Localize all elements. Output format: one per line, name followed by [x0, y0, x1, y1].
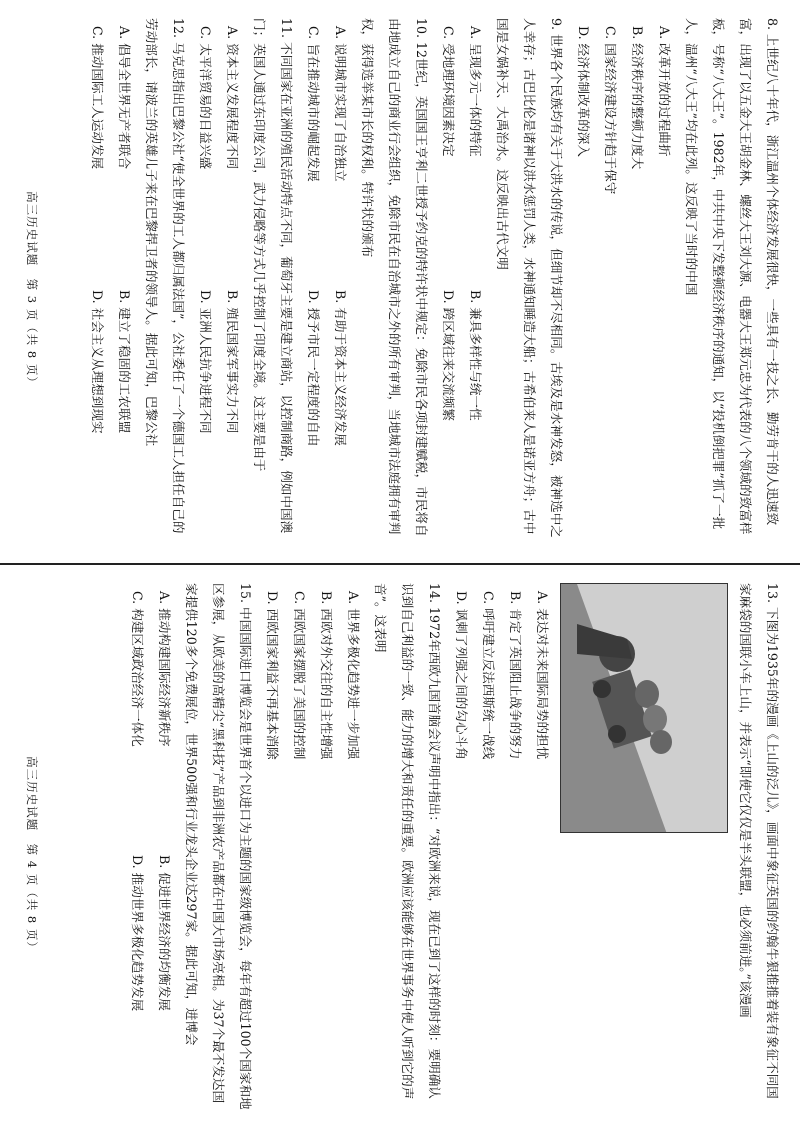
- q12-option-a: A. 倡导全世界无产者联合: [117, 26, 132, 170]
- question-10: 10. 12世纪，英国国王亨利二世授予约克的特许状中规定：免除市民各项封建赋税，市民将自由地成立自己的商业行会组织，免除市民在自治城市之外的所有审判，当地城市法庭拥有审判权，获得选举某市长的权利。特许状的颁布: [360, 18, 429, 537]
- q10-option-d: D. 授予市民一定程度的自由: [306, 290, 321, 447]
- page-4-content: [124, 583, 786, 1111]
- q9-options-row-2: [435, 18, 462, 546]
- page-3-content: [300, 18, 786, 546]
- q9-option-a: A. 呈现多元一体的特征: [468, 26, 483, 157]
- page-4: [0, 565, 800, 1130]
- page-4-footer: 高三历史试题 第 4 页（共 8 页）: [25, 756, 39, 954]
- q15-option-b: B. 促进世界经济的均衡发展: [157, 855, 172, 1011]
- q14-option-d: D. 西欧国家利益不再基本消除: [265, 591, 280, 760]
- page-3-footer: 高三历史试题 第 3 页（共 8 页）: [25, 191, 39, 389]
- q9-option-b: B. 兼具多样性与统一性: [468, 290, 483, 421]
- q8-option-d: D. 经济体制改革的深入: [576, 26, 591, 157]
- q13-option-b: B. 肯定了英国阻止战争的努力: [508, 591, 523, 760]
- page-3-footer-wrap: [10, 20, 40, 560]
- question-14: 14. 1972年西欧九国首脑会议声明中指出：“对欧洲来说，现在已到了这样的时刻：要明确认识到自己利益的一致、能力的增大和责任的重要。欧洲应该能够在世界事务中使人听到它的声音”。这表明: [373, 583, 442, 1100]
- q15-option-d: D. 推动世界多极化趋势发展: [130, 855, 145, 1012]
- q9-options-row-1: [462, 18, 489, 546]
- q15-option-c: C. 构建区域政治经济一体化: [130, 591, 145, 747]
- q14-option-b: B. 西欧对外交往的自主性增强: [319, 591, 334, 760]
- q12-option-b: B. 建立了稳固的工农联盟: [117, 290, 132, 434]
- q8-option-a: A. 改革开放的过程曲折: [657, 26, 672, 157]
- q9-option-d: D. 跨区域往来交流频繁: [441, 290, 456, 421]
- q10-option-a: A. 说明城市实现了自治独立: [333, 26, 348, 182]
- q13-option-d: D. 讽刺了列强之间的勾心斗角: [454, 591, 469, 760]
- question-15: 15. 中国国际进口博览会是世界首个以进口为主题的国家级博览会，每年有超过100个国家和地区参展，从欧美的高精尖“黑科技”产品到非洲农产品都在中国大市场亮相。为37个最不发达国家提供120多个免费展位，世界500强和行业龙头企业达297家。据此可知，进博会: [184, 583, 253, 1110]
- question-9: 9. 世界各个民族均有关于大洪水的传说，但细节却不尽相同。古埃及是水神发怒，被神选中之人幸存；古巴比伦是诸神以洪水惩罚人类，水神通知睡造大船；古希伯来人是诺亚方舟；古中国是女娲补天、大禹治水。这反映出古代文明: [495, 18, 564, 538]
- q10-options-row-2: [300, 18, 327, 546]
- page-4-footer-wrap: [10, 585, 40, 1125]
- q8-option-b: B. 经济秩序的整顿力度大: [630, 26, 645, 170]
- q15-options-row-1: [151, 583, 178, 1111]
- q15-option-a: A. 推动构建国际经济新秩序: [157, 591, 172, 747]
- q8-option-c: C. 国家经济建设方针趋于保守: [603, 26, 618, 195]
- q13-option-c: C. 呼吁建立反法西斯统一战线: [481, 591, 496, 760]
- q12-option-c: C. 推动国际工人运动发展: [90, 26, 105, 170]
- q11-option-a: A. 资本主义发展程度不同: [225, 26, 240, 170]
- question-8: 8. 上世纪八十年代，浙江温州个体经济发展很快，一些具有一技之长、勤劳肯干的人迅速致富，出现了以五金大王胡金林、螺丝大王刘大源、电器大王郑元忠为代表的八个领域的致富样板，号称“八大王”。1982年，中共中央下发整顿经济秩序的通知，以“投机倒把罪”抓了一批人，温州“八大王”均在此列。这反映了当时的中国: [684, 18, 780, 535]
- q13-option-a: A. 表达对未来国际局势的担忧: [535, 591, 550, 760]
- q14-option-c: C. 西欧国家摆脱了美国的控制: [292, 591, 307, 760]
- q10-options-row-1: [327, 18, 354, 546]
- q11-option-c: C. 太平洋贸易的日益兴盛: [198, 26, 213, 170]
- q10-option-c: C. 旨在推动城市的崛起发展: [306, 26, 321, 182]
- q15-options-row-2: [124, 583, 151, 1111]
- q12-option-d: D. 社会主义从理想到现实: [90, 290, 105, 434]
- q11-option-d: D. 亚洲人民抗争进程不同: [198, 290, 213, 434]
- cartoon-illustration: [560, 584, 727, 833]
- question-12: 12. 马克思指出巴黎公社“使全世界的工人都归属法国”，公社委任了一个德国工人担任自己的劳动部长，请波兰的英雄儿子来在巴黎捍卫者的领导人。据此可知，巴黎公社: [144, 18, 186, 534]
- q11-option-b: B. 殖民国家军事实力不同: [225, 290, 240, 434]
- q14-option-a: A. 世界多极化趋势进一步加强: [346, 591, 361, 760]
- question-11: 11. 不同国家在亚洲的殖民活动特点不同，葡萄牙主要是建立商站，以控制商路，例如中国澳门；英国人通过东印度公司，武力侵略等方式几乎控制了印度全境。这主要是由于: [252, 18, 294, 534]
- cartoon-image: [560, 583, 728, 833]
- question-13: 13. 下图为1935年的漫画《上山的泛儿》，画面中象征英国的约翰牛狠推推着装有象征不同国家麻袋的国联小车上山，并表示“即使它仅仅是半头联盟，也必须前进。”该漫画: [738, 583, 780, 1099]
- q9-option-c: C. 受地理环境因素决定: [441, 26, 456, 157]
- q10-option-b: B. 有助于资本主义经济发展: [333, 290, 348, 446]
